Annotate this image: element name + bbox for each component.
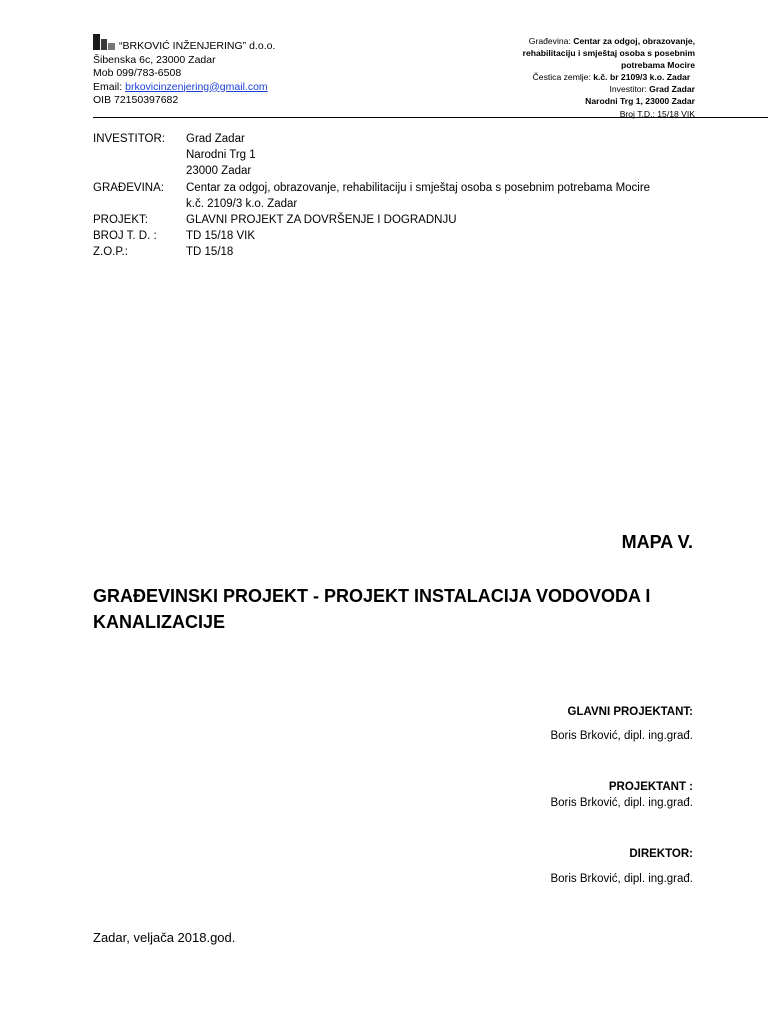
info-investitor-line: Narodni Trg 1 xyxy=(186,149,256,162)
info-zop-label: Z.O.P.: xyxy=(93,246,128,259)
investitor-address: Narodni Trg 1, 23000 Zadar xyxy=(585,96,695,107)
info-investitor-line: 23000 Zadar xyxy=(186,165,252,178)
glavni-projektant-label: GLAVNI PROJEKTANT: xyxy=(567,706,693,718)
company-name: “BRKOVIĆ INŽENJERING” d.o.o. xyxy=(119,40,276,52)
info-zop-value: TD 15/18 xyxy=(186,246,234,259)
header-divider xyxy=(93,117,768,118)
gradevina-line1: Centar za odgoj, obrazovanje, xyxy=(573,36,695,46)
title-line1: GRAĐEVINSKI PROJEKT - PROJEKT INSTALACIJA VODOVODA I xyxy=(93,586,651,606)
projektant-label: PROJEKTANT : xyxy=(608,781,693,793)
glavni-projektant-name: Boris Brković, dipl. ing.građ. xyxy=(550,730,693,742)
investitor-label: Investitor: xyxy=(609,84,647,95)
gradevina-line2: rehabilitaciju i smještaj osoba s posebnim xyxy=(522,48,695,59)
company-address: Šibenska 6c, 23000 Zadar xyxy=(93,53,216,66)
title-line2: KANALIZACIJE xyxy=(93,612,226,632)
info-gradevina-line: Centar za odgoj, obrazovanje, rehabilitaciju i smještaj osoba s posebnim potrebama Mocire xyxy=(186,181,651,194)
info-gradevina-label: GRAĐEVINA: xyxy=(93,181,164,194)
broj-td: Broj T.D.: 15/18 VIK xyxy=(619,108,695,119)
info-investitor-line: Grad Zadar xyxy=(186,133,245,145)
direktor-label: DIREKTOR: xyxy=(629,848,693,860)
email-label: Email: xyxy=(93,80,123,93)
info-projekt-label: PROJEKT: xyxy=(93,214,148,227)
projektant-name: Boris Brković, dipl. ing.građ. xyxy=(550,797,693,809)
gradevina-label: Građevina: xyxy=(528,36,571,46)
company-oib: OIB 72150397682 xyxy=(93,94,179,106)
info-block xyxy=(93,131,650,261)
cestica-value: k.č. br 2109/3 k.o. Zadar xyxy=(593,72,691,83)
company-mobile: Mob 099/783-6508 xyxy=(93,67,182,79)
info-investitor-label: INVESTITOR: xyxy=(93,133,165,145)
info-broj-value: TD 15/18 VIK xyxy=(186,230,256,243)
project-header-block xyxy=(523,35,695,120)
info-projekt-value: GLAVNI PROJEKT ZA DOVRŠENJE I DOGRADNJU xyxy=(186,214,457,227)
info-broj-label: BROJ T. D. : xyxy=(93,230,157,243)
cestica-label: Čestica zemlje: xyxy=(532,72,591,83)
place-date: Zadar, veljača 2018.god. xyxy=(93,930,236,945)
document-title xyxy=(93,583,733,635)
email-link[interactable]: brkovicinzenjering@gmail.com xyxy=(125,80,268,93)
mapa-heading: MAPA V. xyxy=(621,532,693,552)
direktor-name: Boris Brković, dipl. ing.građ. xyxy=(550,873,693,885)
investitor-value: Grad Zadar xyxy=(649,84,695,95)
info-gradevina-line: k.č. 2109/3 k.o. Zadar xyxy=(186,197,298,210)
company-block xyxy=(93,40,275,108)
gradevina-line3: potrebama Mocire xyxy=(620,60,695,71)
